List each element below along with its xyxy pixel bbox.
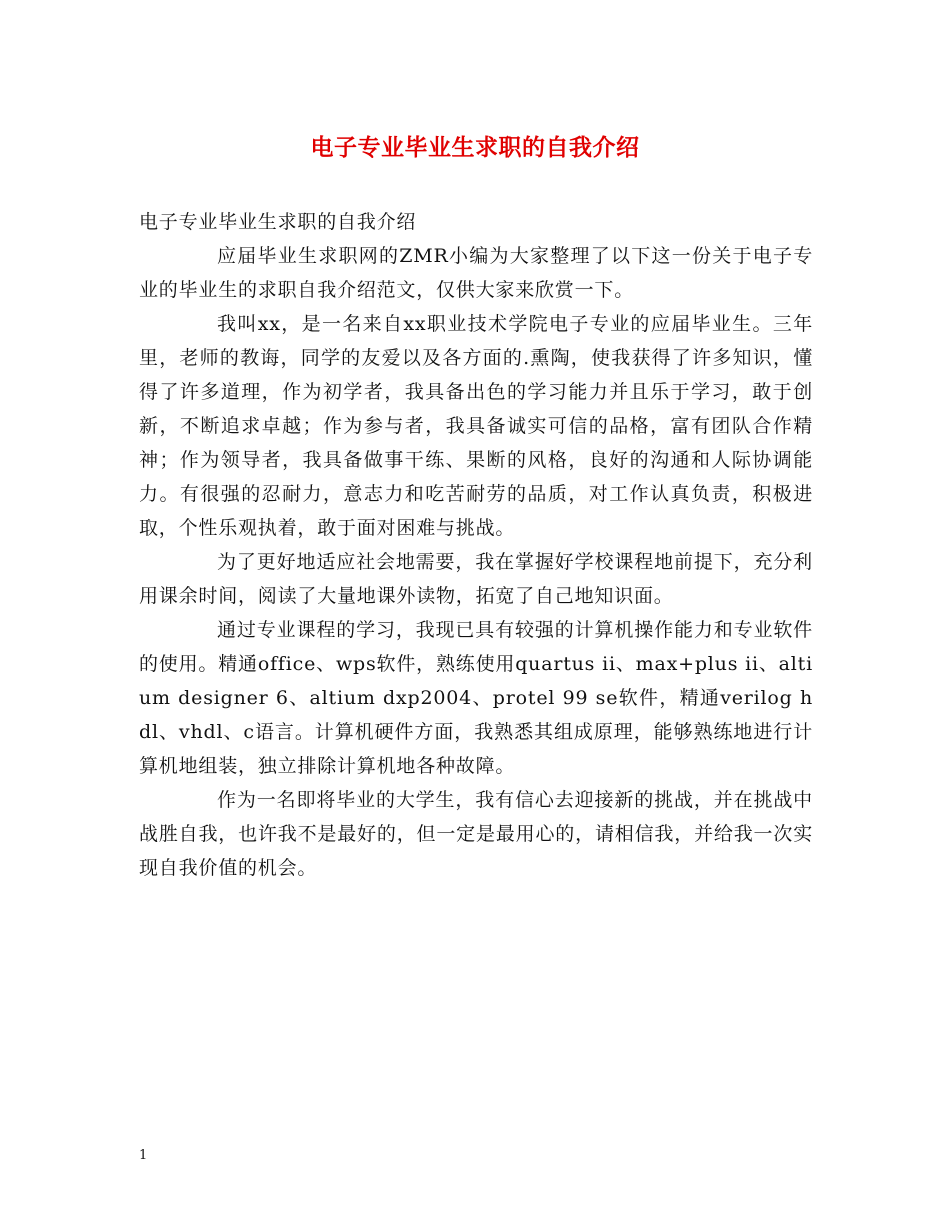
body-heading: 电子专业毕业生求职的自我介绍 [139,211,417,233]
document-title: 电子专业毕业生求职的自我介绍 [310,134,640,161]
self-introduction-paragraph: 我叫xx，是一名来自xx职业技术学院电子专业的应届毕业生。三年里，老师的教诲，同学的友爱以及各方面的.熏陶，使我获得了许多知识，懂得了许多道理，作为初学者，我具备出色的学习能力并且乐于学习，敢于创新，不断追求卓越；作为参与者，我具备诚实可信的品格，富有团队合作精神；作为领导者，我具备做事干练、果断的风格，良好的沟通和人际协调能力。有很强的忍耐力，意志力和吃苦耐劳的品质，对工作认真负责，积极进取，个性乐观执着，敢于面对困难与挑战。 [139,313,813,539]
learning-paragraph: 为了更好地适应社会地需要，我在掌握好学校课程地前提下，充分利用课余时间，阅读了大量地课外读物，拓宽了自己地知识面。 [139,551,813,607]
document-body [139,205,813,885]
page-number: 1 [139,1148,148,1163]
skills-paragraph: 通过专业课程的学习，我现已具有较强的计算机操作能力和专业软件的使用。精通office、wps软件，熟练使用quartus ii、max+plus ii、altium designer 6、altium dxp2004、protel 99 se软件，精通verilog hdl、vhdl、c语言。计算机硬件方面，我熟悉其组成原理，能够熟练地进行计算机地组装，独立排除计算机地各种故障。 [139,619,813,777]
closing-paragraph: 作为一名即将毕业的大学生，我有信心去迎接新的挑战，并在挑战中战胜自我，也许我不是最好的，但一定是最用心的，请相信我，并给我一次实现自我价值的机会。 [139,789,813,879]
intro-paragraph: 应届毕业生求职网的ZMR小编为大家整理了以下这一份关于电子专业的毕业生的求职自我介绍范文，仅供大家来欣赏一下。 [139,245,813,301]
